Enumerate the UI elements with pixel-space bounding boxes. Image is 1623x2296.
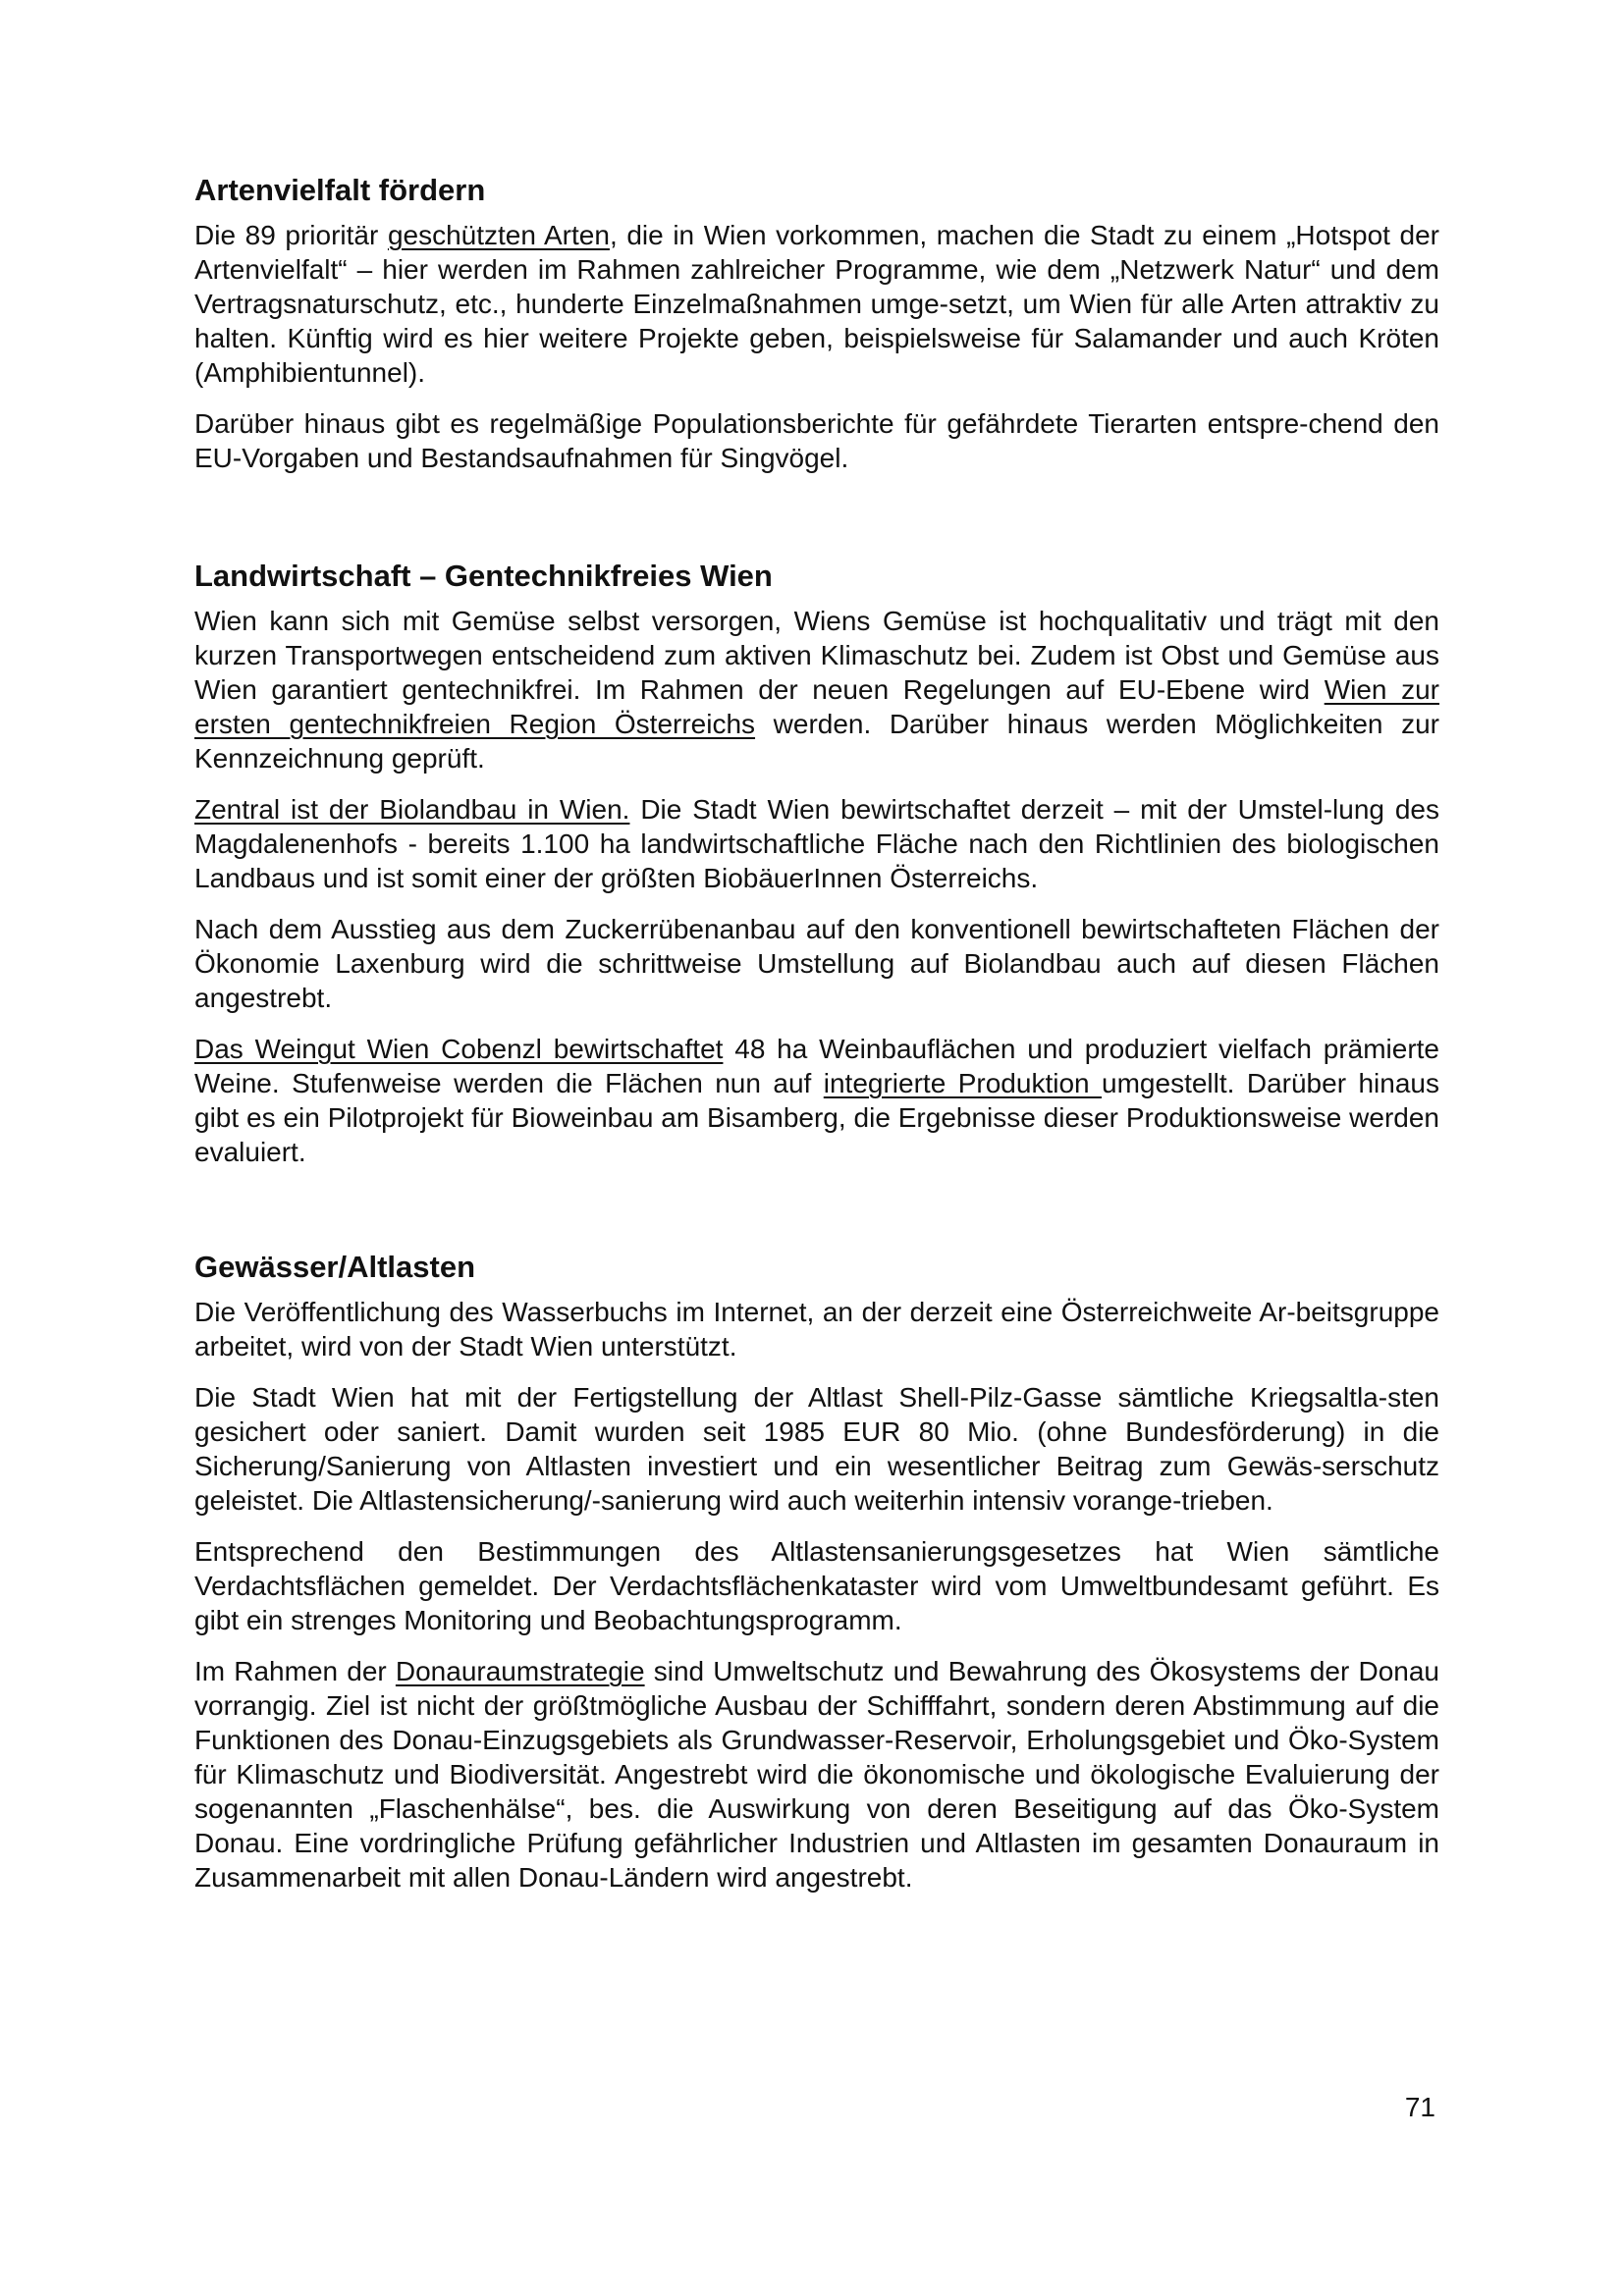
text-run: , die in Wien vorkommen, machen die Stadt zu einem „Hotspot der Artenvielfalt“ – hier werden im Rahmen zahlreicher Programme, wie dem „Netzwerk Natur“ und dem Vertragsnaturschutz, etc., hunderte Einzelmaßnahmen umge-setzt, um Wien für alle Arten attraktiv zu halten. Künftig wird es hier weitere Projekte geben, beispielsweise für Salamander und auch Kröten (Amphibientunnel). (194, 220, 1440, 388)
paragraph (194, 1380, 1439, 1518)
text-run: Die Stadt Wien hat mit der Fertigstellung der Altlast Shell-Pilz-Gasse sämtliche Kriegsaltla-sten gesichert oder saniert. Damit wurden seit 1985 EUR 80 Mio. (ohne Bundesförderung) in die Sicherung/Sanierung von Altlasten investiert und ein wesentlicher Beitrag zum Gewäs-serschutz geleistet. Die Altlastensicherung/-sanierung wird auch weiterhin intensiv vorange-trieben. (194, 1382, 1439, 1516)
text-run: sind Umweltschutz und Bewahrung des Ökosystems der Donau vorrangig. Ziel ist nicht der größtmögliche Ausbau der Schifffahrt, sondern deren Abstimmung auf die Funktionen des Donau-Einzugsgebiets als Grundwasser-Reservoir, Erholungsgebiet und Öko-System für Klimaschutz und Biodiversität. Angestrebt wird die ökonomische und ökologische Evaluierung der sogenannten „Flaschenhälse“, bes. die Auswirkung von deren Beseitigung auf das Öko-System Donau. Eine vordringliche Prüfung gefährlicher Industrien und Altlasten im gesamten Donauraum in Zusammenarbeit mit allen Donau-Ländern wird angestrebt. (194, 1656, 1439, 1893)
paragraph (194, 1295, 1439, 1363)
underlined-text: Donauraumstrategie (395, 1656, 645, 1686)
section-landwirtschaft (194, 559, 1439, 1186)
paragraph (194, 1032, 1439, 1169)
underlined-text: geschützten Arten (387, 220, 610, 250)
page-number: 71 (1404, 2092, 1435, 2122)
section-heading: Gewässer/Altlasten (194, 1250, 476, 1284)
paragraph (194, 218, 1439, 390)
section-heading: Artenvielfalt fördern (194, 173, 486, 207)
text-run: Darüber hinaus gibt es regelmäßige Populationsberichte für gefährdete Tierarten entspre-chend den EU-Vorgaben und Bestandsaufnahmen für Singvögel. (194, 408, 1439, 473)
text-run: Die 89 prioritär (194, 220, 388, 250)
underlined-text: Das Weingut Wien Cobenzl bewirtschaftet (194, 1034, 724, 1064)
text-run: Entsprechend den Bestimmungen des Altlastensanierungsgesetzes hat Wien sämtliche Verdachtsflächen gemeldet. Der Verdachtsflächenkataster wird vom Umweltbundesamt geführt. Es gibt ein strenges Monitoring und Beobachtungsprogramm. (194, 1536, 1439, 1635)
underlined-text: Zentral ist der Biolandbau in Wien. (194, 794, 630, 825)
section-heading: Landwirtschaft – Gentechnikfreies Wien (194, 559, 773, 593)
text-run: Wien kann sich mit Gemüse selbst versorgen, Wiens Gemüse ist hochqualitativ und trägt mit den kurzen Transportwegen entscheidend zum aktiven Klimaschutz bei. Zudem ist Obst und Gemüse aus Wien garantiert gentechnikfrei. Im Rahmen der neuen Regelungen auf EU-Ebene wird (194, 606, 1439, 705)
text-run: Die Veröffentlichung des Wasserbuchs im Internet, an der derzeit eine Österreichweite Ar-beitsgruppe arbeitet, wird von der Stadt Wien unterstützt. (194, 1297, 1439, 1362)
paragraph (194, 604, 1439, 775)
underlined-text: integrierte Produktion (823, 1068, 1103, 1098)
paragraph (194, 406, 1439, 475)
text-run: Im Rahmen der (194, 1656, 396, 1686)
paragraph (194, 1654, 1439, 1895)
text-run: werden. Darüber hinaus werden Möglichkeiten zur Kennzeichnung geprüft. (194, 709, 1439, 774)
paragraph (194, 1534, 1439, 1637)
text-run: Die Stadt Wien bewirtschaftet derzeit – mit der Umstel-lung des Magdalenenhofs - bereits 1.100 ha landwirtschaftliche Fläche nach den Richtlinien des biologischen Landbaus und ist somit einer der größten BiobäuerInnen Österreichs. (194, 794, 1440, 893)
document-page (194, 173, 1440, 1893)
text-run: umgestellt. Darüber hinaus gibt es ein Pilotprojekt für Bioweinbau am Bisamberg, die Ergebnisse dieser Produktionsweise werden evaluiert. (194, 1068, 1439, 1167)
text-run: 48 ha Weinbauflächen und produziert vielfach prämierte Weine. Stufenweise werden die Flächen nun auf (194, 1034, 1440, 1098)
paragraph (194, 792, 1439, 895)
section-gewaesser-altlasten (194, 1250, 1439, 1911)
paragraph (194, 912, 1439, 1015)
section-artenvielfalt (194, 173, 1439, 475)
underlined-text: Wien zur ersten gentechnikfreien Region Österreichs (194, 674, 1440, 739)
text-run: Nach dem Ausstieg aus dem Zuckerrübenanbau auf den konventionell bewirtschafteten Flächen der Ökonomie Laxenburg wird die schrittweise Umstellung auf Biolandbau auch auf diesen Flächen angestrebt. (194, 914, 1439, 1013)
